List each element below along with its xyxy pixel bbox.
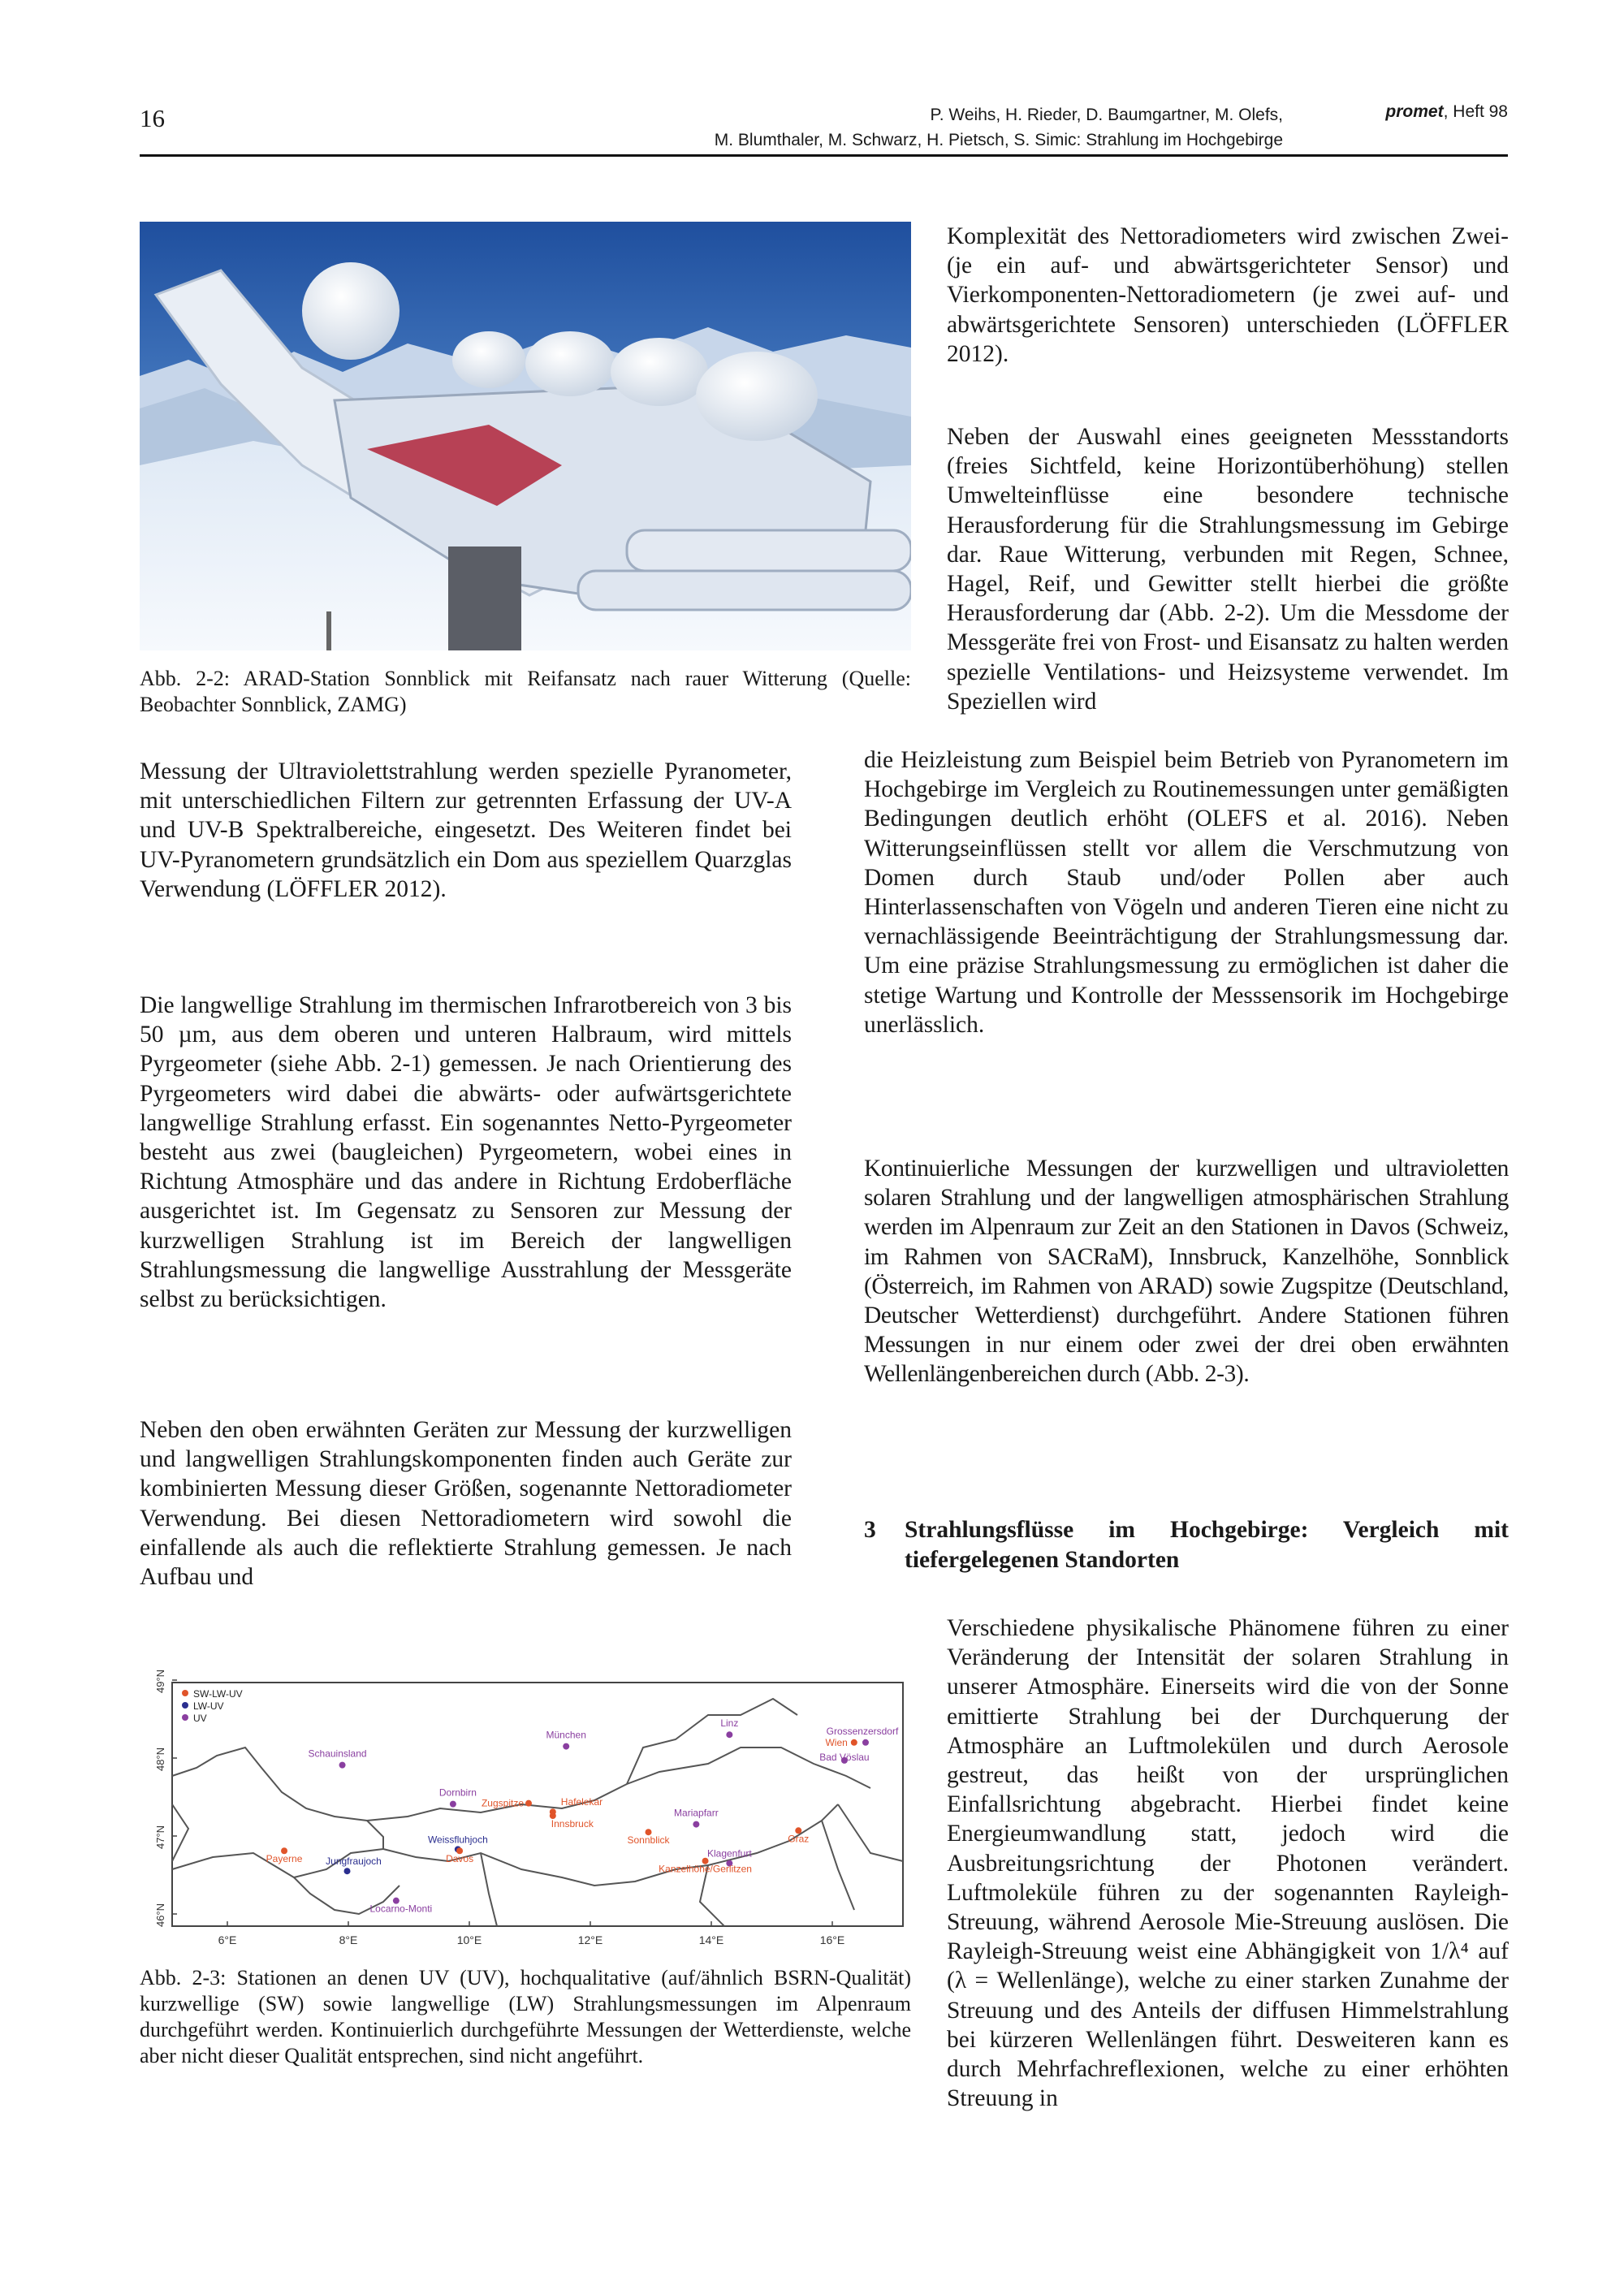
station-label: Linz — [720, 1717, 739, 1730]
lat-label: 48°N — [154, 1747, 166, 1771]
lon-label: 12°E — [577, 1933, 603, 1946]
right-paragraph-2: Neben der Auswahl eines geeigneten Messstandorts (freies Sichtfeld, keine Horizontüberhöhung) stellen Umwelteinflüsse eine besondere technische Herausforderung für die Strahlungsmessung im Gebirge dar. Raue Witterung, verbunden mit Regen, Schnee, Hagel, Reif, und Gewitter stellt hierbei die größte Herausforderung dar (Abb. 2-2). Um die Messdome der Messgeräte frei von Frost- und Eisansatz zu halten werden spezielle Ventilations- und Heizsysteme verwendet. Im Speziellen wird — [947, 424, 1509, 715]
station-marker — [851, 1739, 857, 1746]
section-number: 3 — [864, 1517, 876, 1543]
lon-label: 14°E — [698, 1933, 724, 1946]
left-paragraph-2: Die langwellige Strahlung im thermischen Infrarotbereich von 3 bis 50 µm, aus dem oberen und unteren Halbraum, wird mittels Pyrgeometer (siehe Abb. 2-1) gemessen. Je nach Orientierung des Pyrgeometers wird dabei die abwärts- oder aufwärtsgerichtete langwellige Strahlung erfasst. Ein sogenanntes Netto-Pyrgeometer besteht aus zwei (baugleichen) Pyrgeometern, wobei eines in Richtung Atmosphäre und das andere in Richtung Erdoberfläche ausgerichtet ist. Im Gegensatz zu Sensoren zur Messung der kurzwelligen Strahlung ist im Bereich der langwelligen Strahlungsmessung die langwellige Ausstrahlung der Messgeräte selbst zu berücksichtigen. — [140, 992, 792, 1313]
legend-marker — [182, 1690, 188, 1696]
legend-label: UV — [193, 1713, 207, 1724]
station-label: Graz — [788, 1833, 810, 1845]
legend-marker — [182, 1702, 188, 1709]
station-label: Jungfraujoch — [326, 1856, 382, 1868]
station-marker — [525, 1800, 532, 1807]
lat-label: 47°N — [154, 1825, 166, 1849]
figure-2-3-caption: Abb. 2-3: Stationen an denen UV (UV), hochqualitative (auf/ähnlich BSRN-Qualität) kurzwellige (SW) sowie langwellige (LW) Strahlungsmessungen im Alpenraum durchgeführt werden. Kontinuierlich durchgeführte Messungen der Wetterdienste, welche aber nicht dieser Qualität entsprechen, sind nicht angeführt. — [140, 1966, 911, 2067]
station-label: Klagenfurt — [706, 1847, 752, 1860]
station-label: Mariapfarr — [674, 1807, 719, 1819]
station-label: Grossenzersdorf — [826, 1725, 899, 1737]
authors-line-1: P. Weihs, H. Rieder, D. Baumgartner, M. Olefs, — [930, 106, 1283, 124]
journal-name: promet — [1385, 102, 1444, 121]
legend-label: LW-UV — [193, 1700, 224, 1712]
right-paragraph-4: Verschiedene physikalische Phänomene führen zu einer Veränderung der Intensität der solaren Strahlung in unserer Atmosphäre. Einerseits wird die von der Sonne emittierte Strahlung bei der Durchquerung der Atmosphäre an Luftmolekülen und durch Aerosole gestreut, das heißt von der ursprünglichen Einfallsrichtung abgebracht. Hierbei findet keine Energieumwandlung statt, jedoch wird die Ausbreitungsrichtung der Photonen verändert. Luftmoleküle führen zu der sogenannten Rayleigh-Streuung, während Aerosole Mie-Streuung auslösen. Die Rayleigh-Streuung weist eine Abhängigkeit von 1/λ⁴ auf (λ = Wellenlänge), welche zu einer starken Zunahme der Streuung und des Anteils der diffusen Himmelstrahlung bei kürzeren Wellenlängen führt. Desweiteren kann es durch Mehrfachreflexionen, welche zu einer erhöhten Streuung in — [947, 1615, 1509, 2112]
station-label: Locarno-Monti — [369, 1903, 433, 1915]
figure-2-3-map — [140, 1666, 911, 1957]
journal-label — [1385, 102, 1508, 122]
legend-label: SW-LW-UV — [193, 1688, 243, 1700]
station-label: Bad Vöslau — [819, 1751, 870, 1763]
header-rule — [140, 154, 1508, 157]
station-label: München — [546, 1729, 586, 1741]
station-label: Innsbruck — [551, 1818, 594, 1830]
lon-label: 16°E — [819, 1933, 845, 1946]
figure-2-2-photo — [140, 222, 911, 650]
lat-label: 49°N — [154, 1669, 166, 1693]
lat-label: 46°N — [154, 1903, 166, 1927]
left-paragraph-3: Neben den oben erwähnten Geräten zur Messung der kurzwelligen und langwelligen Strahlungskomponenten finden auch Geräte zur kombinierten Messung dieser Größen, sogenannte Nettoradiometer Verwendung. Bei diesen Nettoradiometern wird sowohl die einfallende als auch die reflektierte Strahlung gemessen. Je nach Aufbau und — [140, 1417, 792, 1591]
station-marker — [693, 1821, 699, 1828]
station-label: Wien — [825, 1736, 848, 1748]
station-label: Davos — [446, 1853, 474, 1865]
lon-label: 8°E — [339, 1933, 358, 1946]
running-header-authors — [390, 102, 1283, 153]
authors-line-2: M. Blumthaler, M. Schwarz, H. Pietsch, S. Simic: Strahlung im Hochgebirge — [714, 131, 1283, 149]
left-paragraph-1: Messung der Ultraviolettstrahlung werden spezielle Pyranometer, mit unterschiedlichen Filtern zur getrennten Erfassung der UV-A und UV-B Spektralbereiche, eingesetzt. Des Weiteren findet bei UV-Pyranometern grundsätzlich ein Dom aus speziellem Quarzglas Verwendung (LÖFFLER 2012). — [140, 758, 792, 902]
legend-marker — [182, 1714, 188, 1721]
section-title: Strahlungsflüsse im Hochgebirge: Vergleich mit tiefergelegenen Standorten — [905, 1517, 1509, 1573]
lon-label: 10°E — [456, 1933, 482, 1946]
station-label: Schauinsland — [308, 1748, 367, 1760]
station-label: Kanzelhöhe/Gerlitzen — [659, 1863, 752, 1875]
right-paragraph-2-continued: die Heizleistung zum Beispiel beim Betrieb von Pyranometern im Hochgebirge im Vergleich zu Routinemessungen unter gemäßigten Bedingungen deutlich erhöht (OLEFS et al. 2016). Neben Witterungseinflüssen stellt vor allem die Verschmutzung von Domen durch Staub und/oder Pollen aber auch Hinterlassenschaften von Vögeln und anderen Tieren eine nicht zu vernachlässigende Beeinträchtigung der Strahlungsmessung dar. Um eine präzise Strahlungsmessung zu ermöglichen ist daher die stetige Wartung und Kontrolle der Messsensorik im Hochgebirge unerlässlich. — [864, 747, 1509, 1038]
station-label: Payerne — [266, 1853, 303, 1865]
lon-label: 6°E — [218, 1933, 237, 1946]
station-marker — [339, 1762, 346, 1769]
station-marker — [563, 1743, 569, 1750]
right-paragraph-1: Komplexität des Nettoradiometers wird zwischen Zwei- (je ein auf- und abwärtsgerichteter Sensor) und Vierkomponenten-Nettoradiometern (je zwei auf- und abwärtsgerichtete Sensoren) unterschieden (LÖFFLER 2012). — [947, 223, 1509, 367]
right-paragraph-3: Kontinuierliche Messungen der kurzwelligen und ultravioletten solaren Strahlung und der langwelligen atmosphärischen Strahlung werden im Alpenraum zur Zeit an den Stationen in Davos (Schweiz, im Rahmen von SACRaM), Innsbruck, Kanzelhöhe, Sonnblick (Österreich, im Rahmen von ARAD) sowie Zugspitze (Deutschland, Deutscher Wetterdienst) durchgeführt. Andere Stationen führen Messungen in nur einem oder zwei der drei oben erwähnten Wellenlängenbereichen durch (Abb. 2-3). — [864, 1156, 1509, 1388]
station-label: Weissfluhjoch — [427, 1834, 488, 1846]
station-label: Hafelekar — [560, 1796, 603, 1808]
station-label: Sonnblick — [627, 1834, 670, 1847]
page-number: 16 — [140, 104, 165, 132]
station-label: Zugspitze — [481, 1797, 525, 1809]
map-frame — [172, 1683, 903, 1926]
figure-2-2-caption: Abb. 2-2: ARAD-Station Sonnblick mit Reifansatz nach rauer Witterung (Quelle: Beobachter Sonnblick, ZAMG) — [140, 667, 911, 716]
station-marker — [862, 1739, 869, 1746]
station-marker — [726, 1731, 732, 1738]
station-label: Dornbirn — [438, 1786, 477, 1799]
journal-issue: , Heft 98 — [1443, 102, 1508, 121]
station-marker — [344, 1868, 351, 1874]
station-marker — [450, 1801, 456, 1808]
